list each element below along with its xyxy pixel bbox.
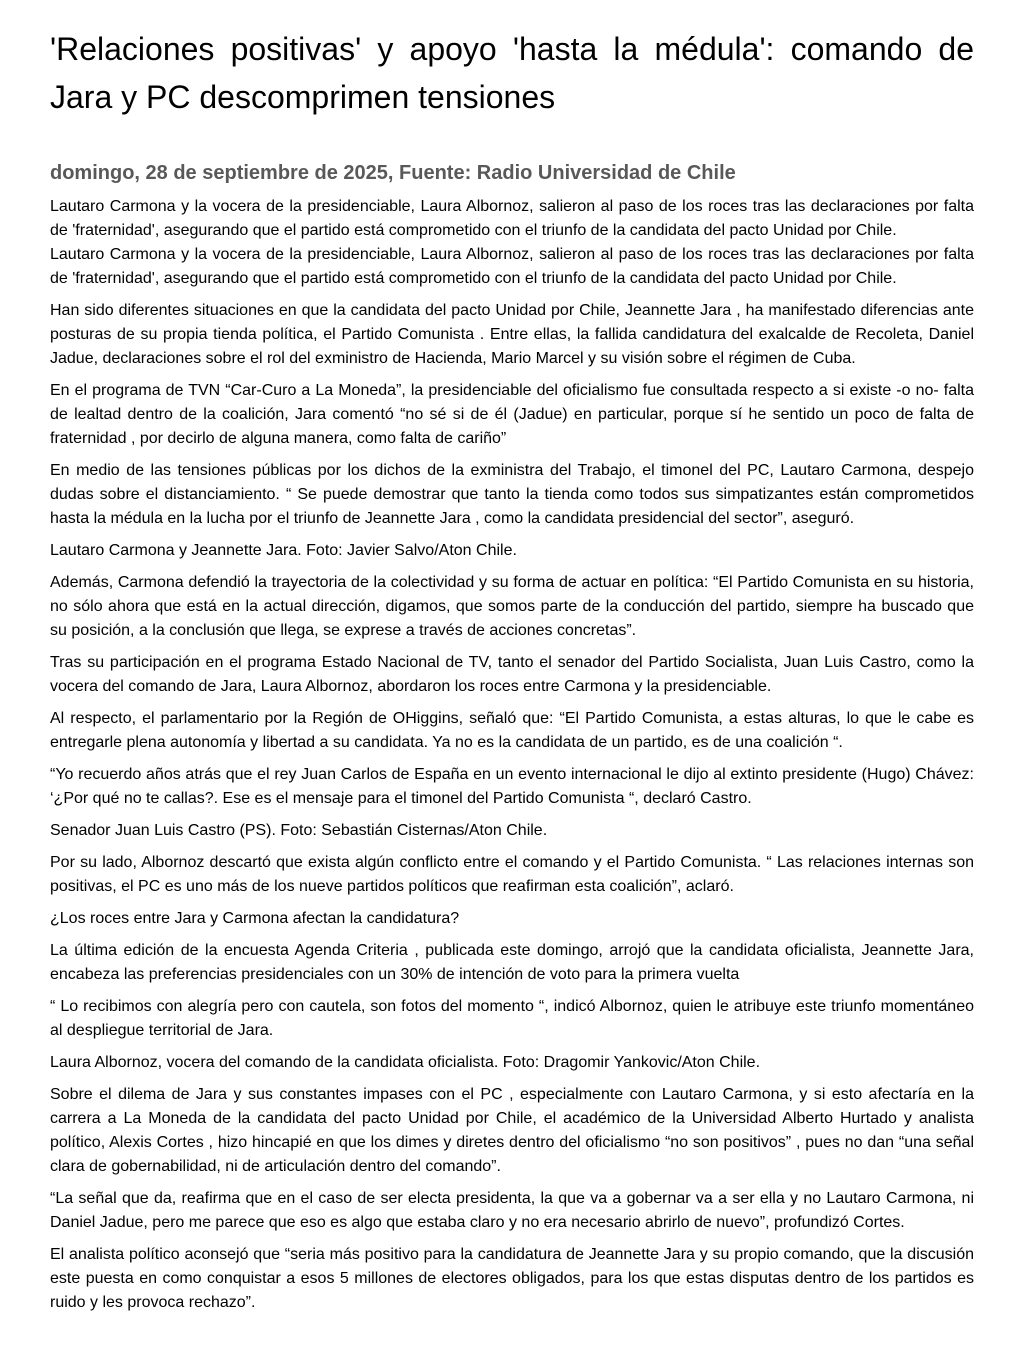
article-date: domingo, 28 de septiembre de 2025: [50, 162, 388, 184]
lead-paragraph: Lautaro Carmona y la vocera de la presidenciable, Laura Albornoz, salieron al paso de los roces tras las declaraciones por falta de 'fraternidad', asegurando que el partido está comprometido con el triunfo de la candidata del pacto Unidad por Chile.: [50, 246, 974, 287]
article-title: 'Relaciones positivas' y apoyo 'hasta la médula': comando de Jara y PC descomprimen tensiones: [50, 31, 974, 115]
article: [50, 25, 974, 1315]
article-meta: domingo, 28 de septiembre de 2025, Fuente: Radio Universidad de Chile: [50, 162, 736, 184]
body-paragraph: “Yo recuerdo años atrás que el rey Juan Carlos de España en un evento internacional le dijo al extinto presidente (Hugo) Chávez: ‘¿Por qué no te callas?. Ese es el mensaje para el timonel del Partido Comunista “, declaró Castro.: [50, 766, 974, 807]
lead-paragraph: Lautaro Carmona y la vocera de la presidenciable, Laura Albornoz, salieron al paso de los roces tras las declaraciones por falta de 'fraternidad', asegurando que el partido está comprometido con el triunfo de la candidata del pacto Unidad por Chile.: [50, 198, 974, 239]
article-lead: [50, 195, 974, 291]
body-paragraph: La última edición de la encuesta Agenda Criteria , publicada este domingo, arrojó que la candidata oficialista, Jeannette Jara, encabeza las preferencias presidenciales con un 30% de intención de voto para la primera vuelta: [50, 942, 974, 983]
body-paragraph: Tras su participación en el programa Estado Nacional de TV, tanto el senador del Partido Socialista, Juan Luis Castro, como la vocera del comando de Jara, Laura Albornoz, abordaron los roces entre Carmona y la presidenciable.: [50, 654, 974, 695]
body-paragraph: Han sido diferentes situaciones en que la candidata del pacto Unidad por Chile, Jeannette Jara , ha manifestado diferencias ante posturas de su propia tienda política, el Partido Comunista . Entre ellas, la fallida candidatura del exalcalde de Recoleta, Daniel Jadue, declaraciones sobre el rol del exministro de Hacienda, Mario Marcel y su visión sobre el régimen de Cuba.: [50, 302, 974, 367]
body-paragraph: “La señal que da, reafirma que en el caso de ser electa presidenta, la que va a gobernar va a ser ella y no Lautaro Carmona, ni Daniel Jadue, pero me parece que eso es algo que estaba claro y no era necesario abrirlo de nuevo”, profundizó Cortes.: [50, 1190, 974, 1231]
photo-caption: Laura Albornoz, vocera del comando de la candidata oficialista. Foto: Dragomir Yankovic/Aton Chile.: [50, 1054, 761, 1071]
source-label: Fuente:: [399, 162, 472, 184]
photo-caption: Senador Juan Luis Castro (PS). Foto: Sebastián Cisternas/Aton Chile.: [50, 822, 548, 839]
section-subheading: ¿Los roces entre Jara y Carmona afectan la candidatura?: [50, 910, 460, 927]
body-paragraph: Al respecto, el parlamentario por la Región de OHiggins, señaló que: “El Partido Comunista, a estas alturas, lo que le cabe es entregarle plena autonomía y libertad a su candidata. Ya no es la candidata de un partido, es de una coalición “.: [50, 710, 974, 751]
article-source: Radio Universidad de Chile: [476, 162, 736, 184]
body-paragraph: “ Lo recibimos con alegría pero con cautela, son fotos del momento “, indicó Albornoz, quien le atribuye este triunfo momentáneo al despliegue territorial de Jara.: [50, 998, 974, 1039]
body-paragraph: Sobre el dilema de Jara y sus constantes impases con el PC , especialmente con Lautaro Carmona, y si esto afectaría en la carrera a La Moneda de la candidata del pacto Unidad por Chile, el académico de la Universidad Alberto Hurtado y analista político, Alexis Cortes , hizo hincapié en que los dimes y diretes dentro del oficialismo “no son positivos” , pues no dan “una señal clara de gobernabilidad, ni de articulación dentro del comando”.: [50, 1086, 974, 1175]
body-paragraph: Por su lado, Albornoz descartó que exista algún conflicto entre el comando y el Partido Comunista. “ Las relaciones internas son positivas, el PC es uno más de los nueve partidos políticos que reafirman esta coalición”, aclaró.: [50, 854, 974, 895]
body-paragraph: En medio de las tensiones públicas por los dichos de la exministra del Trabajo, el timonel del PC, Lautaro Carmona, despejo dudas sobre el distanciamiento. “ Se puede demostrar que tanto la tienda como todos sus simpatizantes están comprometidos hasta la médula en la lucha por el triunfo de Jeannette Jara , como la candidata presidencial del sector”, aseguró.: [50, 462, 974, 527]
body-paragraph: El analista político aconsejó que “seria más positivo para la candidatura de Jeannette Jara y su propio comando, que la discusión este puesta en como conquistar a esos 5 millones de electores obligados, para los que estas disputas dentro de los partidos es ruido y les provoca rechazo”.: [50, 1246, 974, 1311]
photo-caption: Lautaro Carmona y Jeannette Jara. Foto: Javier Salvo/Aton Chile.: [50, 542, 517, 559]
article-body: [50, 299, 974, 1315]
body-paragraph: Además, Carmona defendió la trayectoria de la colectividad y su forma de actuar en política: “El Partido Comunista en su historia, no sólo ahora que está en la actual dirección, digamos, que somos parte de la conducción del partido, siempre ha buscado que su posición, a la conclusión que llega, se exprese a través de acciones concretas”.: [50, 574, 974, 639]
body-paragraph: En el programa de TVN “Car-Curo a La Moneda”, la presidenciable del oficialismo fue consultada respecto a si existe -o no- falta de lealtad dentro de la coalición, Jara comentó “no sé si de él (Jadue) en particular, porque sí he sentido un poco de falta de fraternidad , por decirlo de alguna manera, como falta de cariño”: [50, 382, 974, 447]
